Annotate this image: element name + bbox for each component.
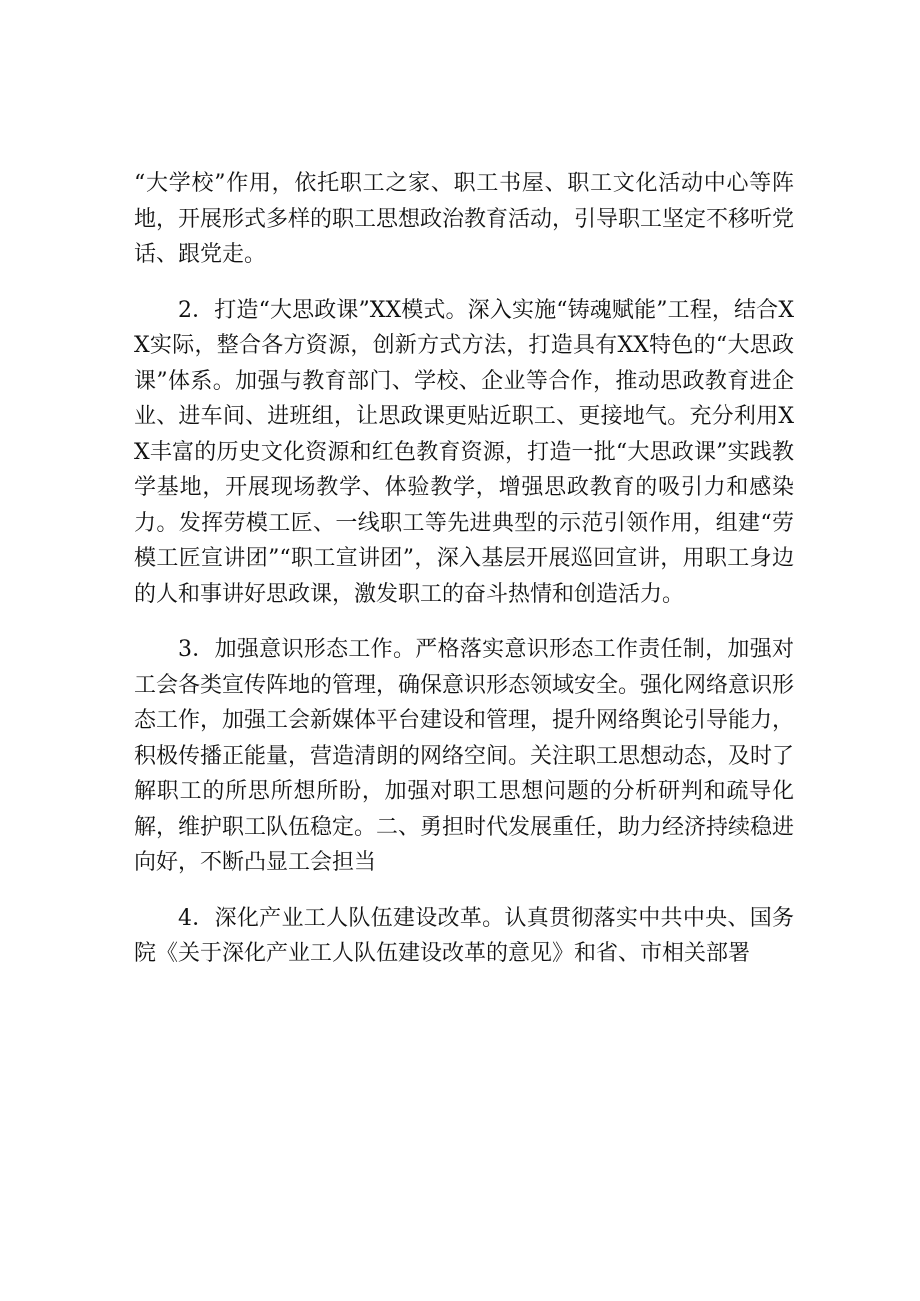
paragraph-3: 3．加强意识形态工作。严格落实意识形态工作责任制，加强对工会各类宣传阵地的管理，确保意识形态领域安全。强化网络意识形态工作，加强工会新媒体平台建设和管理，提升网络舆论引导能力，积极传播正能量，营造清朗的网络空间。关注职工思想动态，及时了解职工的所思所想所盼，加强对职工思想问题的分析研判和疏导化解，维护职工队伍稳定。二、勇担时代发展重任，助力经济持续稳进向好，不断凸显工会担当	[134, 637, 795, 875]
paragraph-4: 4．深化产业工人队伍建设改革。认真贯彻落实中共中央、国务院《关于深化产业工人队伍建设改革的意见》和省、市相关部署	[134, 905, 794, 966]
document-body	[134, 166, 794, 992]
paragraph-2: 2．打造“大思政课”XX模式。深入实施“铸魂赋能”工程，结合XX实际，整合各方资源，创新方式方法，打造具有XX特色的“大思政课”体系。加强与教育部门、学校、企业等合作，推动思政教育进企业、进车间、进班组，让思政课更贴近职工、更接地气。充分利用XX丰富的历史文化资源和红色教育资源，打造一批“大思政课”实践教学基地，开展现场教学、体验教学，增强思政教育的吸引力和感染力。发挥劳模工匠、一线职工等先进典型的示范引领作用，组建“劳模工匠宣讲团”“职工宣讲团”，深入基层开展巡回宣讲，用职工身边的人和事讲好思政课，激发职工的奋斗热情和创造活力。	[134, 297, 794, 607]
paragraph-1: “大学校”作用，依托职工之家、职工书屋、职工文化活动中心等阵地，开展形式多样的职工思想政治教育活动，引导职工坚定不移听党话、跟党走。	[134, 171, 795, 267]
